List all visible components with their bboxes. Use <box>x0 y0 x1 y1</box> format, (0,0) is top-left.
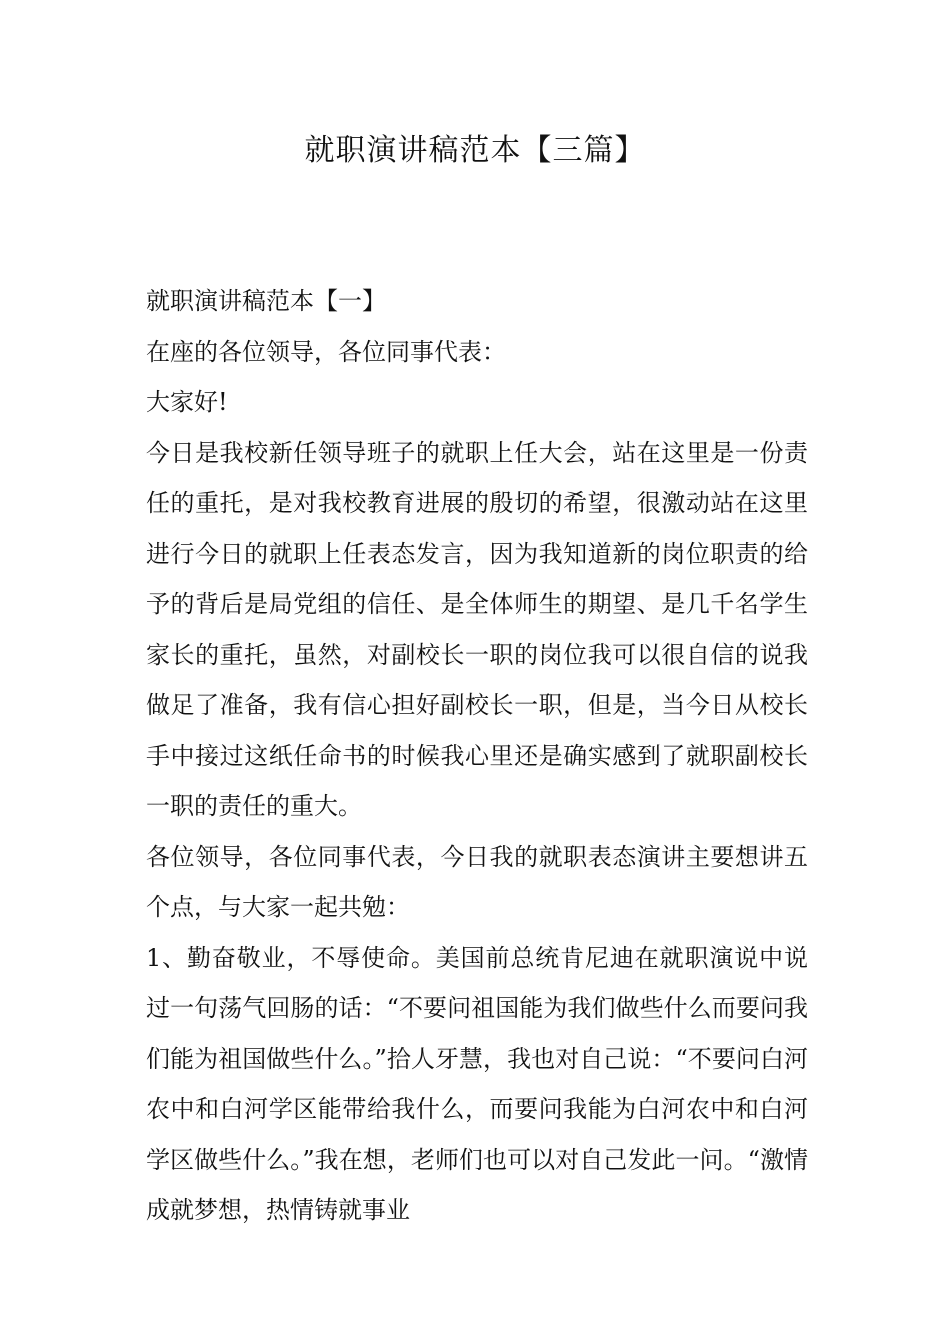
body-paragraph: 今日是我校新任领导班子的就职上任大会，站在这里是一份责任的重托，是对我校教育进展的殷切的希望，很激动站在这里进行今日的就职上任表态发言，因为我知道新的岗位职责的给予的背后是局党组的信任、是全体师生的期望、是几千名学生家长的重托，虽然，对副校长一职的岗位我可以很自信的说我做足了准备，我有信心担好副校长一职，但是，当今日从校长手中接过这纸任命书的时候我心里还是确实感到了就职副校长一职的责任的重大。 <box>146 438 808 820</box>
body-paragraph: 各位领导，各位同事代表，今日我的就职表态演讲主要想讲五个点，与大家一起共勉： <box>146 842 808 921</box>
document-body <box>146 276 808 1236</box>
greeting: 大家好! <box>146 388 228 416</box>
document-title: 就职演讲稿范本【三篇】 <box>304 133 646 168</box>
salutation: 在座的各位领导，各位同事代表： <box>146 337 506 366</box>
section-heading: 就职演讲稿范本【一】 <box>146 287 386 315</box>
body-paragraph: 1、勤奋敬业，不辱使命。美国前总统肯尼迪在就职演说中说过一句荡气回肠的话：“不要问祖国能为我们做些什么而要问我们能为祖国做些什么。”拾人牙慧，我也对自己说：“不要问白河农中和白河学区能带给我什么，而要问我能为白河农中和白河学区做些什么。”我在想，老师们也可以对自己发此一问。“激情成就梦想，热情铸就事业 <box>146 943 808 1224</box>
